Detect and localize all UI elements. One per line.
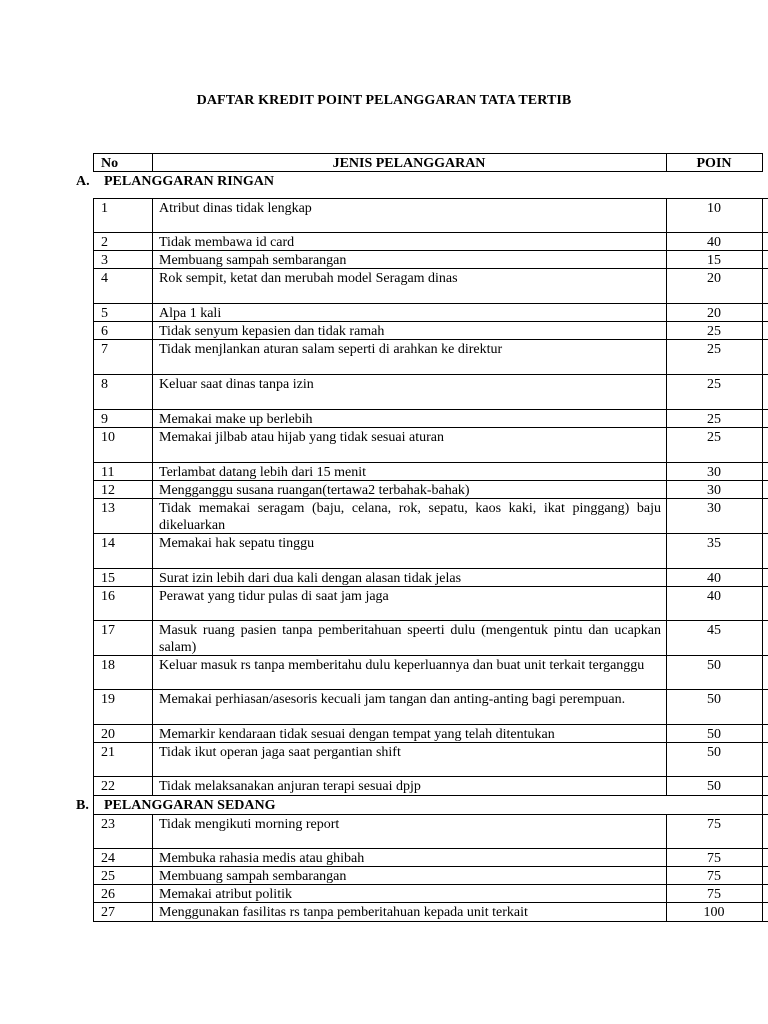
row-description: Masuk ruang pasien tanpa pemberitahuan speerti dulu (mengentuk pintu dan ucapkan salam) [159,623,661,655]
row-description: Memarkir kendaraan tidak sesuai dengan tempat yang telah ditentukan [159,727,555,742]
row-number: 2 [101,235,108,250]
header-bottom-border [93,171,762,172]
row-points: 20 [707,306,721,321]
row-number: 23 [101,817,115,832]
row-right-border [762,340,763,374]
row-right-border [762,656,763,689]
row-right-border [762,587,763,620]
row-description: Tidak membawa id card [159,235,295,250]
table-top-border [93,153,762,154]
row-left-border [93,725,94,742]
row-col-divider [152,587,153,620]
row-col-divider [152,903,153,921]
section-b-title: PELANGGARAN SEDANG [104,798,276,813]
row-col-divider [666,621,667,655]
row-description: Tidak melaksanakan anjuran terapi sesuai dpjp [159,779,421,794]
row-left-border [93,375,94,409]
row-description: Memakai jilbab atau hijab yang tidak sesuai aturan [159,430,444,445]
row-number: 19 [101,692,115,707]
row-number: 15 [101,571,115,586]
row-description: Tidak ikut operan jaga saat pergantian shift [159,745,401,760]
row-number: 1 [101,201,108,216]
row-col-divider [152,569,153,586]
row-number: 9 [101,412,108,427]
row-right-border [762,251,763,268]
row-points: 25 [707,377,721,392]
row-col-divider [666,340,667,374]
row-left-border [93,340,94,374]
row-description: Memakai perhiasan/asesoris kecuali jam tangan dan anting-anting bagi perempuan. [159,692,626,707]
row-col-divider [152,410,153,427]
row-points: 25 [707,412,721,427]
row-col-divider [666,690,667,724]
row-col-divider [666,304,667,321]
row-left-border [93,269,94,303]
row-col-divider [666,410,667,427]
row-left-border [93,621,94,655]
row-col-divider [152,233,153,250]
row-col-divider [152,375,153,409]
row-number: 26 [101,887,115,902]
row-points: 20 [707,271,721,286]
row-col-divider [666,849,667,866]
row-points: 50 [707,779,721,794]
row-col-divider [152,251,153,268]
row-right-border [762,815,763,848]
row-col-divider [666,777,667,795]
row-col-divider [666,428,667,462]
row-number: 24 [101,851,115,866]
section-b-label: B. [76,798,89,813]
row-left-border [93,656,94,689]
row-col-divider [152,340,153,374]
row-number: 8 [101,377,108,392]
row-points: 75 [707,817,721,832]
row-bottom-border [93,795,768,796]
row-number: 5 [101,306,108,321]
row-col-divider [152,269,153,303]
row-points: 75 [707,887,721,902]
row-left-border [93,322,94,339]
row-points: 40 [707,571,721,586]
row-description: Keluar masuk rs tanpa memberitahu dulu keperluannya dan buat unit terkait terganggu [159,658,645,673]
row-col-divider [152,463,153,480]
row-description: Atribut dinas tidak lengkap [159,201,312,216]
row-left-border [93,777,94,795]
row-right-border [762,428,763,462]
section-a-title: PELANGGARAN RINGAN [104,174,274,189]
row-description: Memakai atribut politik [159,887,292,902]
row-points: 25 [707,430,721,445]
row-left-border [93,251,94,268]
row-right-border [762,777,763,795]
row-bottom-border [93,921,768,922]
row-col-divider [666,463,667,480]
row-description: Alpa 1 kali [159,306,222,321]
row-col-divider [666,481,667,498]
row-points: 45 [707,623,721,638]
header-no: No [101,156,119,171]
row-col-divider [666,375,667,409]
row-right-border [762,849,763,866]
row-right-border [762,569,763,586]
row-description: Perawat yang tidur pulas di saat jam jaga [159,589,389,604]
row-points: 50 [707,727,721,742]
row-right-border [762,233,763,250]
row-description: Membuang sampah sembarangan [159,253,347,268]
row-col-divider [152,499,153,533]
row-col-divider [666,656,667,689]
row-points: 15 [707,253,721,268]
row-right-border [762,322,763,339]
row-points: 50 [707,745,721,760]
row-left-border [93,903,94,921]
row-right-border [762,534,763,568]
row-col-divider [152,304,153,321]
row-description: Tidak memakai seragam (baju, celana, rok, sepatu, kaos kaki, ikat pinggang) baju dikeluarkan [159,501,661,533]
row-left-border [93,428,94,462]
row-right-border [762,375,763,409]
row-col-divider [666,867,667,884]
row-number: 21 [101,745,115,760]
row-points: 25 [707,324,721,339]
row-right-border [762,867,763,884]
row-col-divider [666,885,667,902]
row-left-border [93,867,94,884]
row-col-divider [666,725,667,742]
row-right-border [762,481,763,498]
row-col-divider [152,199,153,232]
row-points: 30 [707,465,721,480]
row-description: Tidak senyum kepasien dan tidak ramah [159,324,385,339]
row-number: 12 [101,483,115,498]
row-number: 13 [101,501,115,516]
row-left-border [93,233,94,250]
row-right-border [762,885,763,902]
row-description: Membuang sampah sembarangan [159,869,347,884]
row-points: 35 [707,536,721,551]
row-number: 17 [101,623,115,638]
row-col-divider [152,725,153,742]
row-col-divider [666,499,667,533]
row-right-border [762,725,763,742]
row-number: 11 [101,465,115,480]
row-left-border [93,499,94,533]
row-col-divider [152,777,153,795]
row-points: 50 [707,692,721,707]
row-number: 25 [101,869,115,884]
row-left-border [93,199,94,232]
row-col-divider [152,815,153,848]
row-left-border [93,304,94,321]
row-col-divider [152,621,153,655]
section-a-label: A. [76,174,90,189]
row-number: 22 [101,779,115,794]
row-col-divider [152,867,153,884]
row-col-divider [152,481,153,498]
row-points: 25 [707,342,721,357]
header-jenis: JENIS PELANGGARAN [332,156,486,171]
row-right-border [762,743,763,776]
row-description: Mengganggu susana ruangan(tertawa2 terbahak-bahak) [159,483,470,498]
row-right-border [762,621,763,655]
row-description: Surat izin lebih dari dua kali dengan alasan tidak jelas [159,571,462,586]
row-col-divider [152,849,153,866]
row-number: 4 [101,271,108,286]
row-points: 75 [707,851,721,866]
row-number: 27 [101,905,115,920]
row-col-divider [152,534,153,568]
row-col-divider [666,534,667,568]
header-poin: POIN [696,156,732,171]
row-left-border [93,463,94,480]
row-number: 18 [101,658,115,673]
row-col-divider [666,569,667,586]
row-left-border [93,849,94,866]
row-left-border [93,885,94,902]
row-col-divider [666,587,667,620]
row-points: 30 [707,501,721,516]
row-left-border [93,587,94,620]
row-col-divider [666,743,667,776]
row-description: Terlambat datang lebih dari 15 menit [159,465,367,480]
row-points: 30 [707,483,721,498]
row-col-divider [152,885,153,902]
row-number: 7 [101,342,108,357]
row-col-divider [152,656,153,689]
row-number: 16 [101,589,115,604]
row-col-divider [152,743,153,776]
row-col-divider [666,815,667,848]
row-number: 10 [101,430,115,445]
row-right-border [762,304,763,321]
row-number: 6 [101,324,108,339]
row-points: 100 [703,905,725,920]
row-left-border [93,815,94,848]
row-col-divider [666,322,667,339]
row-left-border [93,690,94,724]
row-left-border [93,743,94,776]
row-right-border [762,463,763,480]
row-col-divider [666,903,667,921]
row-description: Membuka rahasia medis atau ghibah [159,851,365,866]
section-b-right-border [762,796,763,814]
row-col-divider [666,251,667,268]
row-right-border [762,199,763,232]
row-number: 14 [101,536,115,551]
row-left-border [93,481,94,498]
row-right-border [762,410,763,427]
row-col-divider [666,199,667,232]
row-right-border [762,269,763,303]
row-number: 20 [101,727,115,742]
row-points: 75 [707,869,721,884]
row-left-border [93,410,94,427]
row-col-divider [666,269,667,303]
row-right-border [762,903,763,921]
row-description: Menggunakan fasilitas rs tanpa pemberitahuan kepada unit terkait [159,905,528,920]
row-points: 50 [707,658,721,673]
row-col-divider [152,428,153,462]
row-description: Keluar saat dinas tanpa izin [159,377,314,392]
row-points: 40 [707,235,721,250]
row-col-divider [152,322,153,339]
row-right-border [762,499,763,533]
row-description: Memakai make up berlebih [159,412,313,427]
row-points: 40 [707,589,721,604]
row-description: Tidak menjlankan aturan salam seperti di arahkan ke direktur [159,342,503,357]
row-left-border [93,569,94,586]
row-col-divider [666,233,667,250]
row-right-border [762,690,763,724]
document-title: DAFTAR KREDIT POINT PELANGGARAN TATA TERTIB [196,93,572,108]
row-number: 3 [101,253,108,268]
row-description: Rok sempit, ketat dan merubah model Seragam dinas [159,271,458,286]
row-description: Tidak mengikuti morning report [159,817,340,832]
row-left-border [93,534,94,568]
row-points: 10 [707,201,721,216]
row-col-divider [152,690,153,724]
row-description: Memakai hak sepatu tinggu [159,536,315,551]
header-right-border [762,153,763,172]
